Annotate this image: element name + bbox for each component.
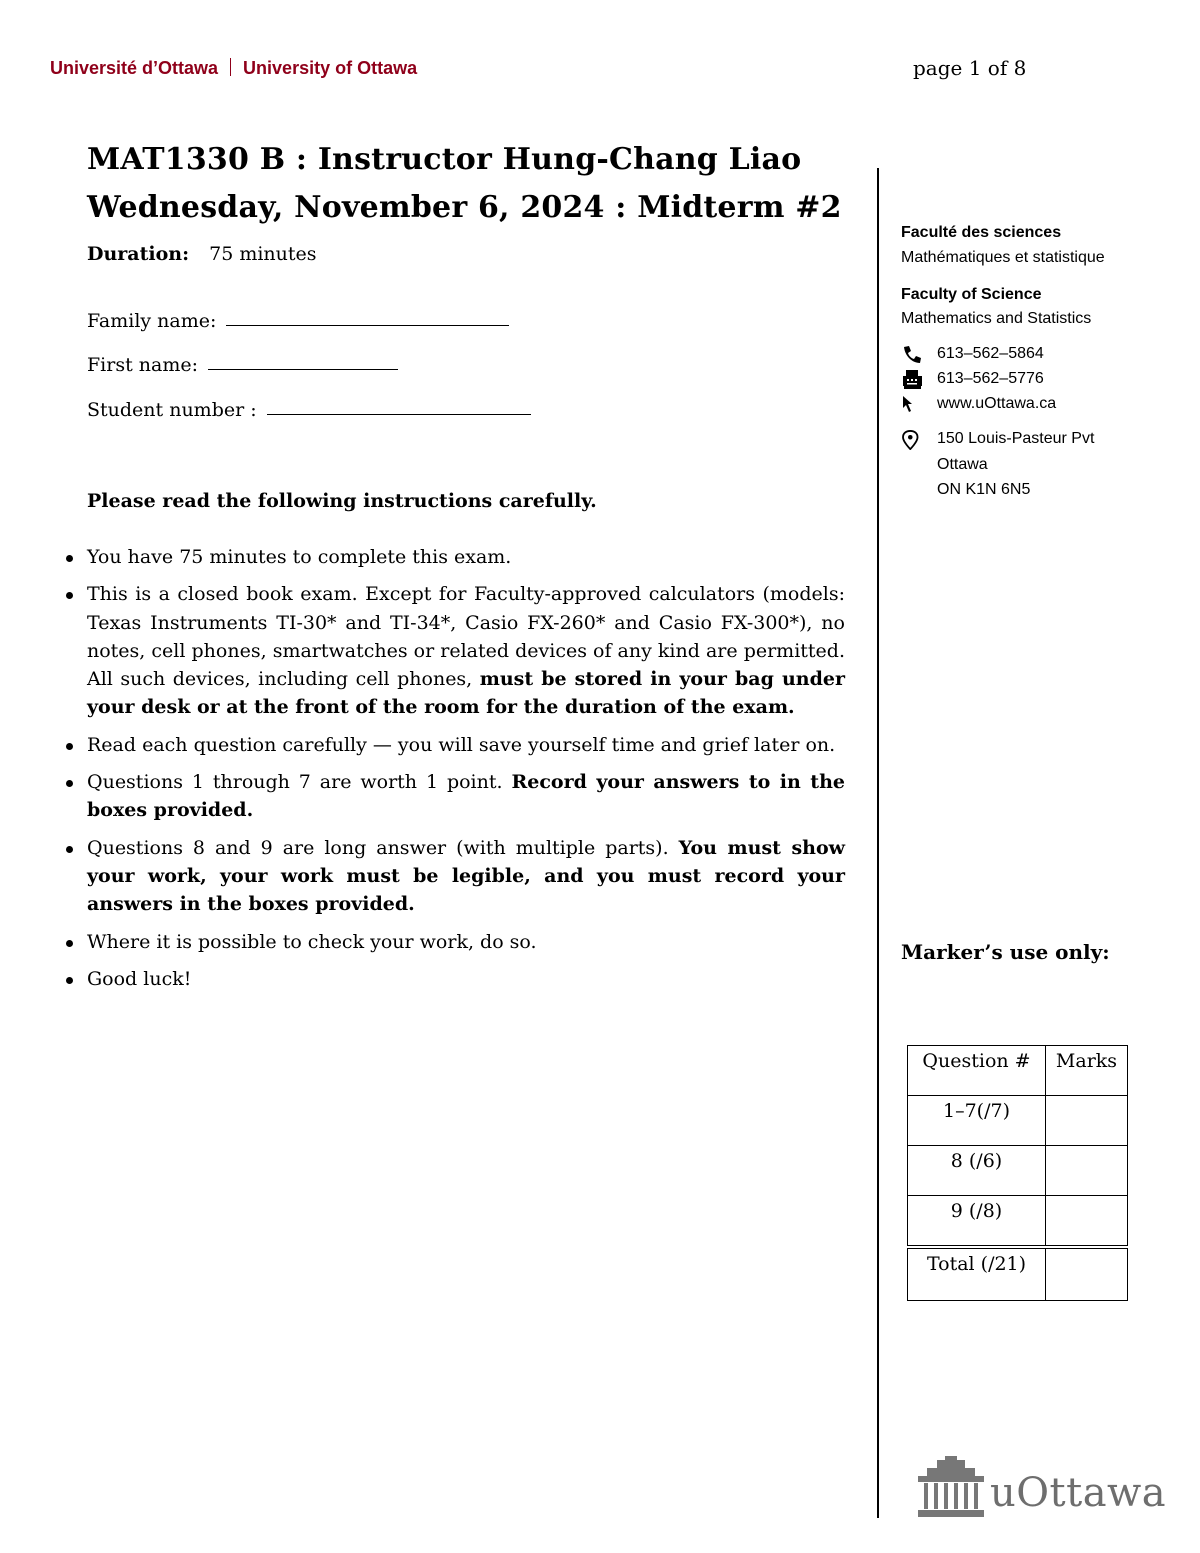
family-name-field — [87, 310, 509, 332]
list-item — [63, 580, 845, 721]
website: www.uOttawa.ca — [937, 395, 1057, 412]
faculty-fr: Faculté des sciences — [901, 224, 1062, 241]
bullet-icon — [66, 977, 73, 984]
university-name-en: University of Ottawa — [243, 58, 418, 78]
instruction-text: Good luck! — [87, 967, 192, 990]
duration-label: Duration: — [87, 243, 190, 265]
student-number-field — [87, 399, 531, 421]
marks-cell — [1046, 1196, 1128, 1246]
instruction-text: Questions 1 through 7 are worth 1 point. — [87, 771, 512, 794]
family-name-label: Family name: — [87, 310, 217, 332]
duration — [87, 243, 317, 265]
header-divider — [230, 58, 231, 76]
total-marks-cell — [1046, 1249, 1128, 1301]
uottawa-logo-icon — [916, 1455, 986, 1521]
fax-icon — [901, 370, 925, 390]
question-cell: 8 (/6) — [908, 1146, 1046, 1196]
exam-date-title: Wednesday, November 6, 2024 : Midterm #2 — [87, 190, 842, 225]
instruction-text: Where it is possible to check your work, do so. — [87, 930, 537, 953]
university-name-fr: Université d’Ottawa — [50, 58, 219, 78]
cursor-icon — [901, 395, 925, 415]
list-item — [63, 834, 845, 919]
bullet-icon — [66, 780, 73, 787]
instruction-emphasis: must be stored in your bag under your desk or at the front of the room for the duration of the exam. — [87, 668, 845, 719]
marks-cell — [1046, 1096, 1128, 1146]
instruction-text: Questions 8 and 9 are long answer (with multiple parts). — [87, 836, 679, 859]
total-cell: Total (/21) — [908, 1249, 1046, 1301]
marks-cell — [1046, 1146, 1128, 1196]
instruction-text: Read each question carefully — you will save yourself time and grief later on. — [87, 733, 836, 756]
list-item — [63, 543, 845, 571]
question-cell: 9 (/8) — [908, 1196, 1046, 1246]
fax-number: 613–562–5776 — [937, 370, 1044, 387]
table-total-row — [908, 1249, 1128, 1301]
faculty-en: Faculty of Science — [901, 286, 1042, 303]
family-name-blank — [226, 324, 509, 326]
instruction-emphasis: You must show your work, your work must be legible, and you must record your answers in the boxes provided. — [87, 836, 845, 916]
column-header-question: Question # — [908, 1046, 1046, 1096]
table-row — [908, 1146, 1128, 1196]
list-item — [63, 965, 845, 993]
course-title: MAT1330 B : Instructor Hung-Chang Liao — [87, 142, 802, 177]
list-item — [63, 768, 845, 825]
phone-icon — [901, 345, 925, 365]
location-icon — [901, 430, 925, 450]
bullet-icon — [66, 940, 73, 947]
instructions-list — [63, 543, 845, 1002]
table-row — [908, 1096, 1128, 1146]
bullet-icon — [66, 846, 73, 853]
student-number-label: Student number : — [87, 399, 257, 421]
table-row — [908, 1196, 1128, 1246]
list-item — [63, 928, 845, 956]
uottawa-wordmark: uOttawa — [990, 1470, 1167, 1516]
first-name-label: First name: — [87, 354, 198, 376]
bullet-icon — [66, 555, 73, 562]
marker-heading: Marker’s use only: — [901, 940, 1110, 964]
bullet-icon — [66, 592, 73, 599]
student-number-blank — [267, 413, 531, 415]
question-cell: 1–7(/7) — [908, 1096, 1046, 1146]
address-line-3: ON K1N 6N5 — [937, 481, 1031, 498]
first-name-field — [87, 354, 398, 376]
phone-number: 613–562–5864 — [937, 345, 1044, 362]
bullet-icon — [66, 743, 73, 750]
marks-table — [907, 1045, 1128, 1301]
duration-value: 75 minutes — [209, 243, 317, 265]
list-item — [63, 731, 845, 759]
instruction-text: This is a closed book exam. Except for Faculty-approved calculators (models: Texas Instruments TI-30* and TI-34*, Casio FX-260* and Casio FX-300*), no notes, cell phones, smartwatches or related devices of any kind are permitted. All such devices, including cell phones, — [87, 583, 845, 691]
instruction-text: You have 75 minutes to complete this exam. — [87, 546, 512, 568]
column-header-marks: Marks — [1046, 1046, 1128, 1096]
column-divider — [877, 168, 879, 1518]
instruction-emphasis: Record your answers to in the boxes provided. — [87, 771, 845, 822]
instructions-heading: Please read the following instructions carefully. — [87, 490, 597, 512]
department-en: Mathematics and Statistics — [901, 310, 1092, 327]
university-header — [50, 58, 417, 79]
department-fr: Mathématiques et statistique — [901, 249, 1105, 266]
address-line-1: 150 Louis-Pasteur Pvt — [937, 430, 1095, 447]
page-number: page 1 of 8 — [913, 56, 1027, 80]
first-name-blank — [208, 368, 398, 370]
address-line-2: Ottawa — [937, 456, 988, 473]
table-header-row — [908, 1046, 1128, 1096]
